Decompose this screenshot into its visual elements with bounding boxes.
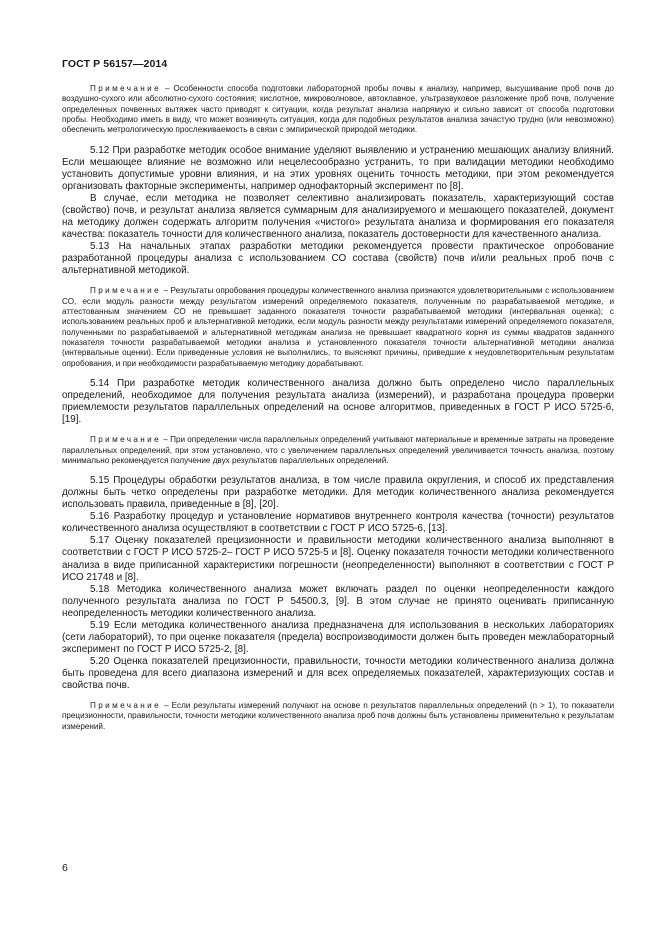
note-text: – Результаты опробования процедуры количественного анализа признаются удовлетворительными с использованием СО, если модуль разности между результатом измерений определяемого показателя, полученным по разрабатываемой методике, и аттестованным значением СО не превышает заданного показателя точности разрабатываемой методики (интервальная оценка); с использованием реальных проб и альтернативной методики, если модуль разности между результатами измерений определяемого показателя, полученными по разрабатываемой и альтернативной методикам анализа не превышает квадратного корня из суммы квадратов заданного показателя точности разрабатываемой методики анализа и установленного показателя точности альтернативной методики анализа (интервальные оценки). Если приведенные условия не выполнились, то выясняют причины, приведшие к неудовлетворительным результатам опробования, и при необходимости разрабатываемую методику дорабатывают. <box>62 286 614 368</box>
paragraph-5-17: 5.17 Оценку показателей прецизионности и правильности методики количественного анализа выполняют в соответствии с ГОСТ Р ИСО 5725-2– ГОСТ Р ИСО 5725-5 и [8]. Оценку показателя точности методики количественного анализа в виде приписанной характеристики погрешности (неопределенности) выполняют в соответствии с ГОСТ Р ИСО 21748 и [8]. <box>62 535 614 583</box>
paragraph-5-12-cont: В случае, если методика не позволяет селективно анализировать показатель, характеризующий состав (свойство) почв, и результат анализа является суммарным для анализируемого и мешающего показателей, документ на методику должен содержать алгоритм получения «чистого» результата анализа и формирования его показателя качества: показатель точности для количественного анализа, показатель достоверности для качественного анализа. <box>62 192 614 241</box>
paragraph-5-13: 5.13 На начальных этапах разработки методики рекомендуется провести практическое опробование разработанной процедуры анализа с использованием СО состава (свойств) почв и/или реальных проб почв с альтернативной методикой. <box>62 241 614 277</box>
paragraph-5-19: 5.19 Если методика количественного анализа предназначена для использования в нескольких лабораториях (сети лабораторий), то при оценке показателя (предела) воспроизводимости должен быть проведен межлабораторный эксперимент по ГОСТ Р ИСО 5725-2, [8]. <box>62 619 614 655</box>
note-block <box>62 435 614 466</box>
paragraph-5-20: 5.20 Оценка показателей прецизионности, правильности, точности методики количественного анализа должна быть проведена для всего диапазона измерений и для всех определяемых показателей, характеризующих состав и свойства почв. <box>62 655 614 691</box>
note-text: – Если результаты измерений получают на основе n результатов параллельных определений (n > 1), то показатели прецизионности, правильности, точности методики количественного анализа проб почв должны быть установлены применительно к результатам измерений. <box>62 701 614 731</box>
note-text: – При определении числа параллельных определений учитывают материальные и временные затраты на проведение параллельных определений, при этом установлено, что с увеличением параллельных определений увеличивается точность анализа, поэтому минимально рекомендуется получение двух результатов параллельных определений. <box>62 435 614 465</box>
note-block <box>62 701 614 732</box>
note-text: – Особенности способа подготовки лабораторной пробы почвы к анализу, например, высушивание проб почв до воздушно-сухого или абсолютно-сухого состояния; кислотное, микроволновое, автоклавное, ультразвуковое разложение проб почв, получение определенных почвенных вытяжек часто приводят к ситуации, когда результат анализа напрямую и сильно зависит от способа подготовки пробы. Необходимо иметь в виду, что может возникнуть ситуация, когда для подобных результатов анализа зачастую трудно (или невозможно) обеспечить метрологическую прослеживаемость в связи с эмпирической природой методики. <box>62 84 614 135</box>
paragraph-5-14: 5.14 При разработке методик количественного анализа должно быть определено число параллельных определений, необходимое для получения результата анализа (измерений), и разработана процедура проверки приемлемости результатов параллельных определений на основе алгоритмов, приведенных в ГОСТ Р ИСО 5725-6, [19]. <box>62 377 614 426</box>
document-header: ГОСТ Р 56157—2014 <box>62 58 168 70</box>
document-body <box>62 84 614 732</box>
note-label: Примечание <box>90 435 162 445</box>
note-block <box>62 84 614 136</box>
paragraph-5-18: 5.18 Методика количественного анализа может включать раздел по оценки неопределенности каждого полученного результата анализа по ГОСТ Р 54500.3, [9]. В этом случае не принято оценивать приписанную неопределенность методики количественного анализа. <box>62 583 614 619</box>
note-label: Примечание <box>90 286 162 296</box>
note-label: Примечание <box>90 84 162 93</box>
paragraph-5-12: 5.12 При разработке методик особое внимание уделяют выявлению и устранению мешающих анализу влияний. Если мешающее влияние не возможно или нецелесообразно устранить, то при валидации методики необходимо установить допустимые уровни влияния, и на этих уровнях оценить точность методики, при этом рекомендуется организовать факторные эксперименты, например однофакторный эксперимент по [8]. <box>62 144 614 192</box>
note-block <box>62 286 614 369</box>
note-label: Примечание <box>90 701 162 711</box>
page-number: 6 <box>62 862 68 874</box>
paragraph-5-16: 5.16 Разработку процедур и установление нормативов внутреннего контроля качества (точности) результатов количественного анализа осуществляют в соответствии с ГОСТ Р ИСО 5725-6, [13]. <box>62 511 614 535</box>
paragraph-5-15: 5.15 Процедуры обработки результатов анализа, в том числе правила округления, и способ их представления должны быть четко определены при разработке методики. Для методик количественного анализа рекомендуется использовать правила, приведенные в [8], [20]. <box>62 475 614 511</box>
